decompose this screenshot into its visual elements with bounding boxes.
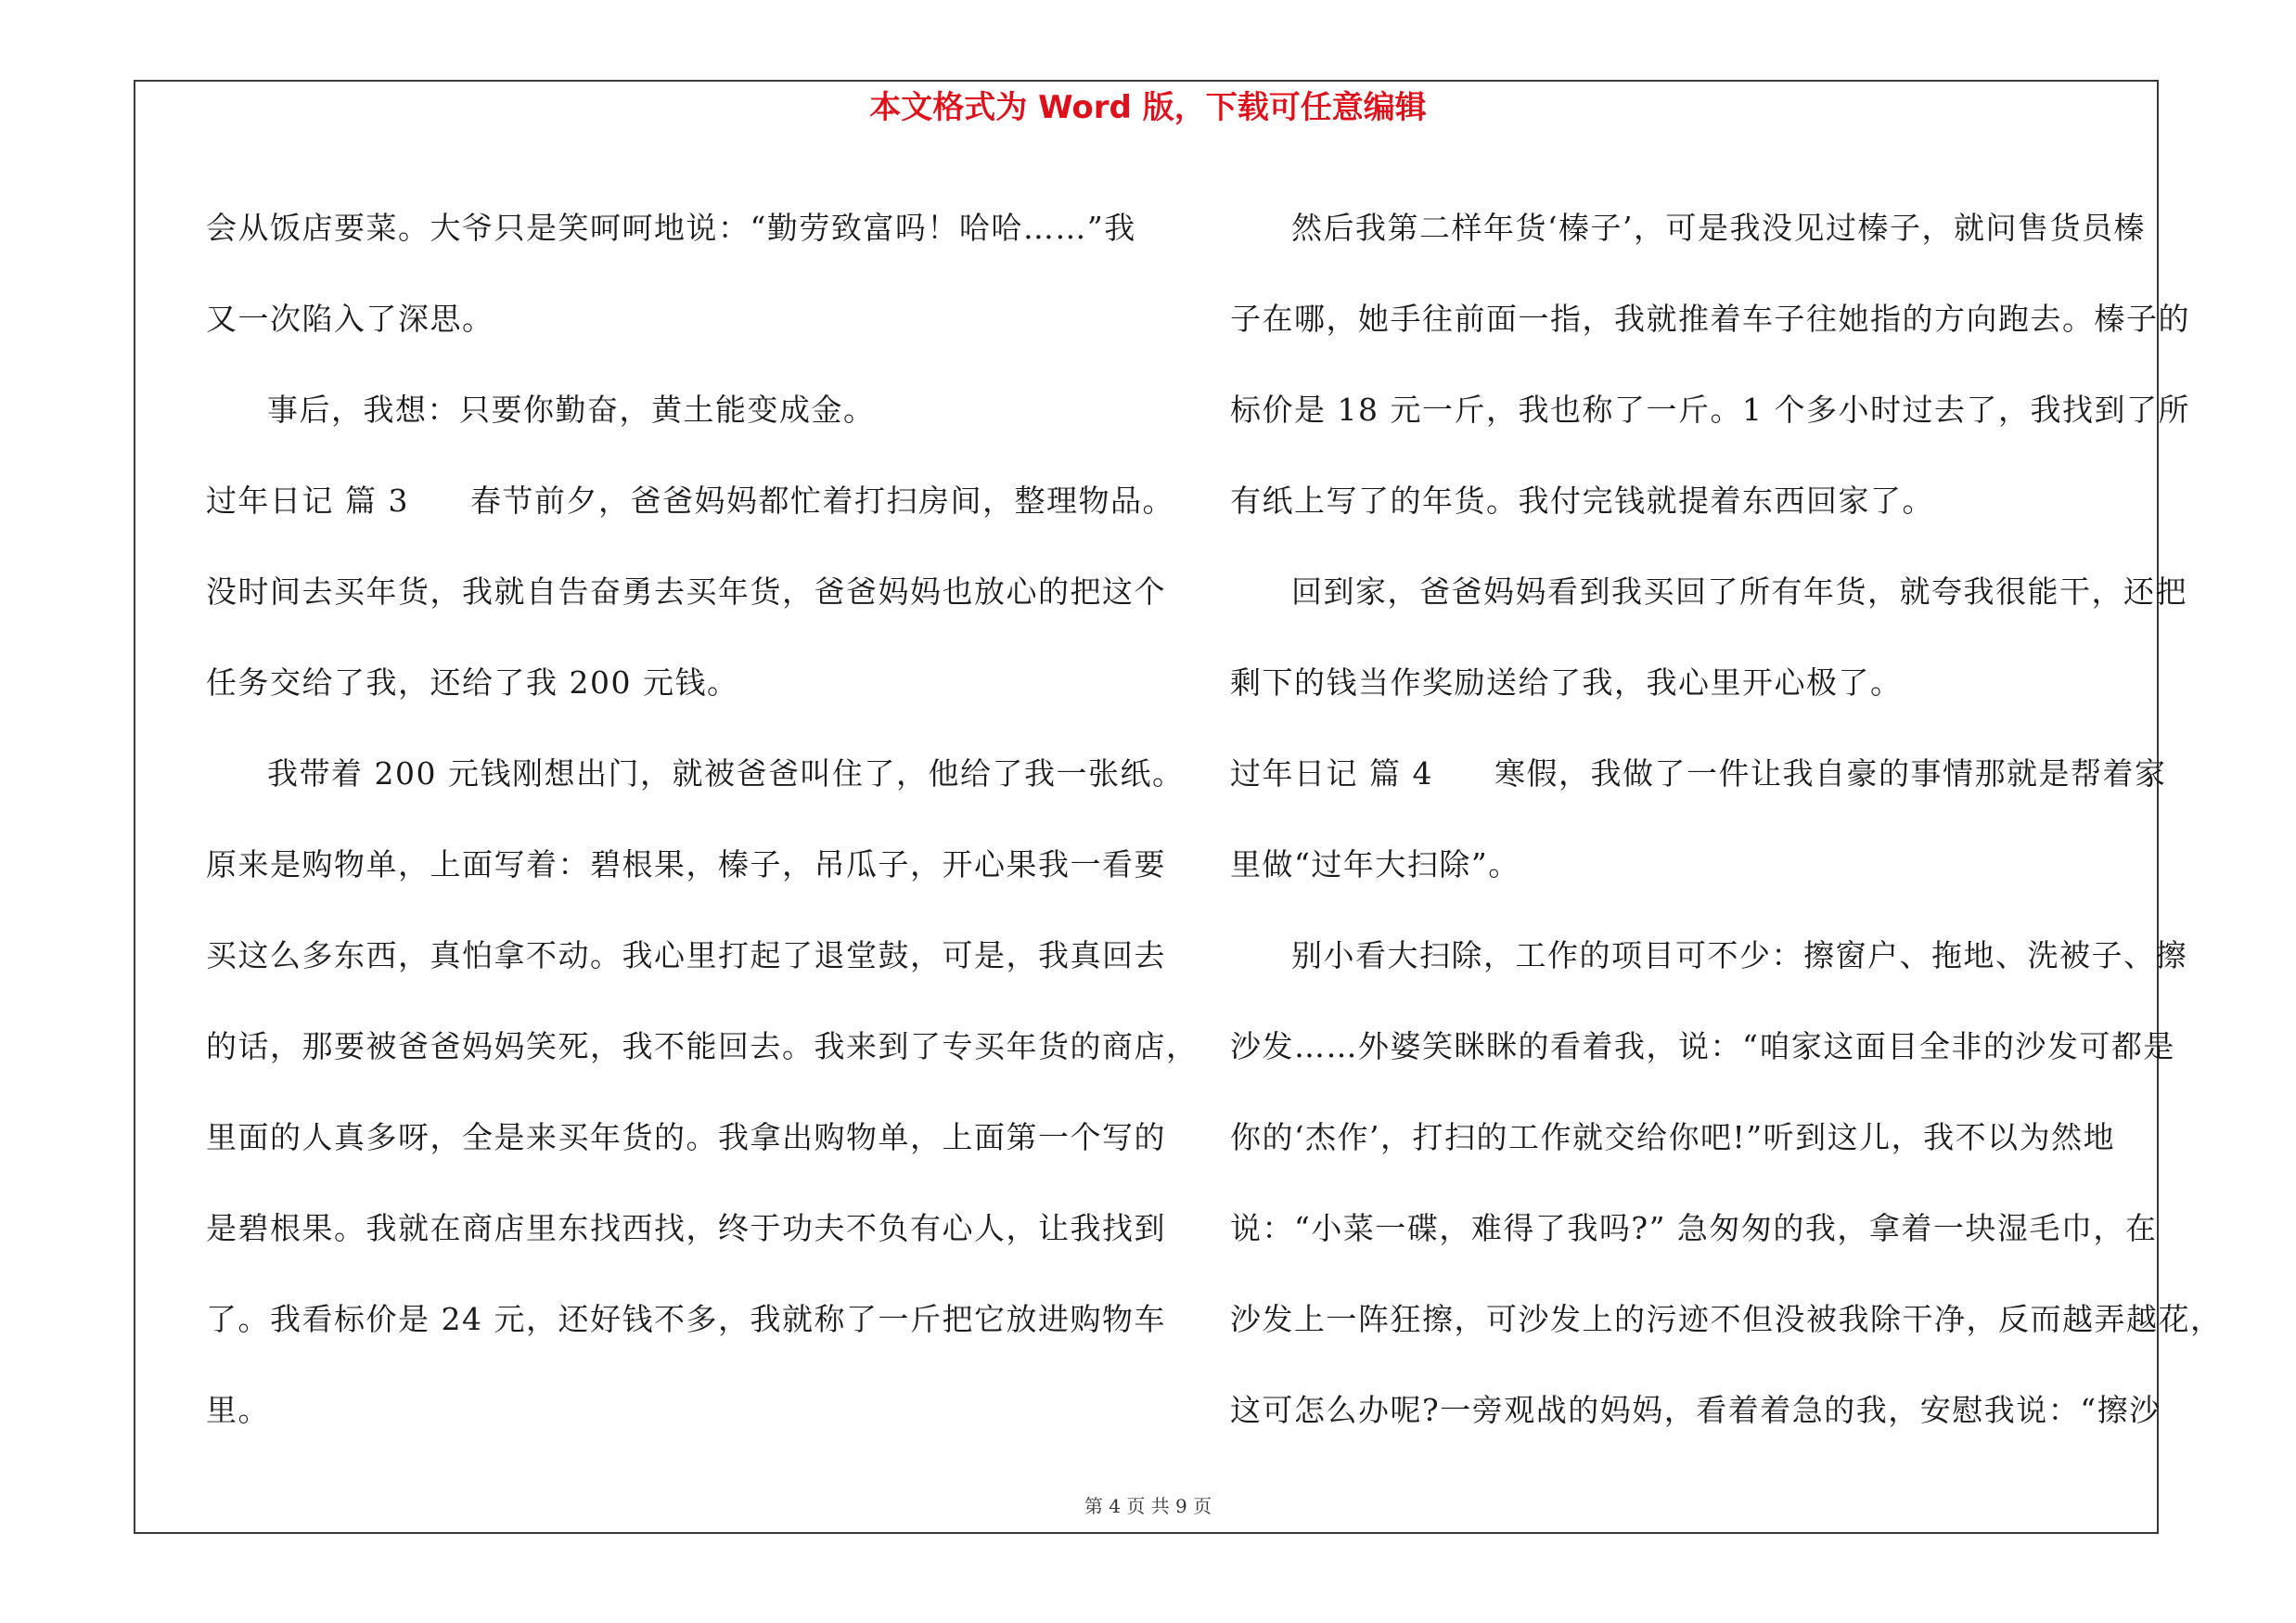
right-text-column (1230, 183, 2223, 1456)
paragraph-line: 里。 (206, 1392, 270, 1428)
format-notice-header: 本文格式为 Word 版，下载可任意编辑 (869, 89, 1427, 126)
paragraph-text: 春节前夕，爸爸妈妈都忙着打扫房间，整理物品。 (469, 483, 1174, 519)
paragraph-line: 别小看大扫除，工作的项目可不少：擦窗户、拖地、洗被子、擦 (1291, 937, 2187, 973)
page-number-footer: 第 4 页 共 9 页 (1084, 1495, 1212, 1517)
section-heading: 过年日记 篇 4 (1230, 755, 1433, 792)
paragraph-line: 我带着 200 元钱刚想出门，就被爸爸叫住了，他给了我一张纸。 (267, 755, 1185, 792)
paragraph-line: 然后我第二样年货‘榛子’，可是我没见过榛子，就问售货员榛 (1291, 210, 2146, 246)
paragraph-text: 寒假，我做了一件让我自豪的事情那就是帮着家 (1494, 755, 2167, 792)
paragraph-line: 里面的人真多呀，全是来买年货的。我拿出购物单，上面第一个写的 (206, 1119, 1166, 1155)
paragraph-line: 说：“小菜一碟，难得了我吗?” 急匆匆的我，拿着一块湿毛巾，在 (1230, 1210, 2158, 1246)
paragraph-line: 里做“过年大扫除”。 (1230, 846, 1520, 882)
paragraph-line: 事后，我想：只要你勤奋，黄土能变成金。 (267, 392, 876, 428)
section-heading: 过年日记 篇 3 (206, 483, 409, 519)
paragraph-line: 原来是购物单，上面写着：碧根果，榛子，吊瓜子，开心果我一看要 (206, 846, 1166, 882)
paragraph-line: 标价是 18 元一斤，我也称了一斤。1 个多小时过去了，我找到了所 (1230, 392, 2190, 428)
paragraph-line: 你的‘杰作’，打扫的工作就交给你吧!”听到这儿，我不以为然地 (1230, 1119, 2116, 1155)
paragraph-line: 有纸上写了的年货。我付完钱就提着东西回家了。 (1230, 483, 1934, 519)
paragraph-line: 回到家，爸爸妈妈看到我买回了所有年货，就夸我很能干，还把 (1291, 573, 2187, 610)
left-text-column (206, 183, 1199, 1456)
paragraph-line: 的话，那要被爸爸妈妈笑死，我不能回去。我来到了专买年货的商店， (206, 1028, 1199, 1064)
section-heading-line (206, 456, 1174, 547)
paragraph-line: 买这么多东西，真怕拿不动。我心里打起了退堂鼓，可是，我真回去 (206, 937, 1166, 973)
paragraph-line: 子在哪，她手往前面一指，我就推着车子往她指的方向跑去。榛子的 (1230, 301, 2190, 337)
paragraph-line: 了。我看标价是 24 元，还好钱不多，我就称了一斤把它放进购物车 (206, 1301, 1166, 1337)
paragraph-line: 剩下的钱当作奖励送给了我，我心里开心极了。 (1230, 664, 1903, 701)
section-heading-line (1230, 728, 2167, 819)
paragraph-line: 这可怎么办呢?一旁观战的妈妈，看着着急的我，安慰我说：“擦沙 (1230, 1392, 2161, 1428)
paragraph-line: 沙发上一阵狂擦，可沙发上的污迹不但没被我除干净，反而越弄越花， (1230, 1301, 2223, 1337)
paragraph-line: 沙发……外婆笑眯眯的看着我，说：“咱家这面目全非的沙发可都是 (1230, 1028, 2175, 1064)
paragraph-line: 会从饭店要菜。大爷只是笑呵呵地说：“勤劳致富吗！哈哈……”我 (206, 210, 1136, 246)
paragraph-line: 任务交给了我，还给了我 200 元钱。 (206, 664, 739, 701)
paragraph-line: 是碧根果。我就在商店里东找西找，终于功夫不负有心人，让我找到 (206, 1210, 1166, 1246)
paragraph-line: 没时间去买年货，我就自告奋勇去买年货，爸爸妈妈也放心的把这个 (206, 573, 1166, 610)
paragraph-line: 又一次陷入了深思。 (206, 301, 494, 337)
